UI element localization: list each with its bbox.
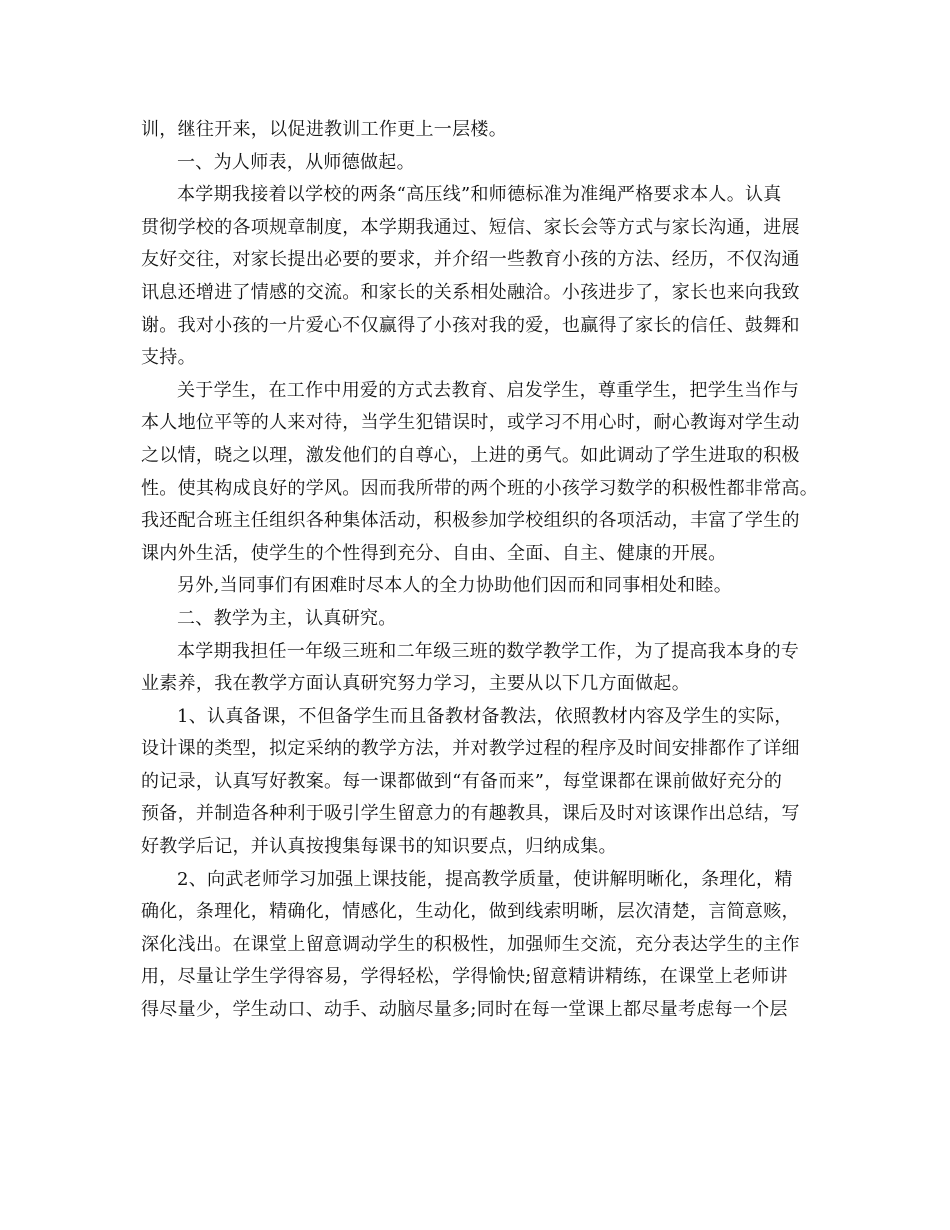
text-line: 预备，并制造各种利于吸引学生留意力的有趣教具，课后及时对该课作出总结，写 — [141, 803, 800, 825]
text-line: 2、向武老师学习加强上课技能，提高教学质量，使讲解明晰化，条理化，精 — [177, 868, 793, 890]
text-line: 谢。我对小孩的一片爱心不仅赢得了小孩对我的爱，也赢得了家长的信任、鼓舞和 — [141, 314, 800, 336]
text-line: 本学期我接着以学校的两条“高压线”和师德标准为准绳严格要求本人。认真 — [177, 184, 782, 206]
text-line: 支持。 — [141, 347, 196, 369]
text-line: 讯息还增进了情感的交流。和家长的关系相处融洽。小孩进步了，家长也来向我致 — [141, 281, 800, 303]
text-line: 训，继往开来，以促进教训工作更上一层楼。 — [141, 119, 507, 140]
text-line: 深化浅出。在课堂上留意调动学生的积极性，加强师生交流，充分表达学生的主作 — [141, 933, 800, 955]
text-line: 1、认真备课，不但备学生而且备教材备教法，依照教材内容及学生的实际， — [177, 705, 793, 727]
text-line: 得尽量少，学生动口、动手、动脑尽量多;同时在每一堂课上都尽量考虑每一个层 — [141, 999, 788, 1021]
text-line: 用，尽量让学生学得容易，学得轻松，学得愉快;留意精讲精练，在课堂上老师讲 — [141, 966, 788, 988]
text-line: 的记录，认真写好教案。每一课都做到“有备而来”，每堂课都在课前做好充分的 — [141, 770, 783, 792]
text-line: 之以情，晓之以理，激发他们的自尊心，上进的勇气。如此调动了学生进取的积极 — [141, 444, 800, 466]
text-line: 性。使其构成良好的学风。因而我所带的两个班的小孩学习数学的积极性都非常高。 — [141, 477, 819, 499]
text-line: 一、为人师表，从师德做起。 — [177, 151, 415, 173]
text-line: 本人地位平等的人来对待，当学生犯错误时，或学习不用心时，耐心教诲对学生动 — [141, 412, 800, 434]
text-line: 业素养，我在教学方面认真研究努力学习，主要从以下几方面做起。 — [141, 673, 690, 695]
text-line: 本学期我担任一年级三班和二年级三班的数学教学工作，为了提高我本身的专 — [177, 640, 800, 662]
text-line: 确化，条理化，精确化，情感化，生动化，做到线索明晰，层次清楚，言简意赅， — [141, 901, 800, 923]
text-line: 二、教学为主，认真研究。 — [177, 607, 397, 629]
text-line: 好教学后记，并认真按搜集每课书的知识要点，归纳成集。 — [141, 836, 617, 858]
text-line: 贯彻学校的各项规章制度，本学期我通过、短信、家长会等方式与家长沟通，进展 — [141, 216, 800, 238]
document-body — [141, 114, 819, 1027]
text-line: 关于学生，在工作中用爱的方式去教育、启发学生，尊重学生，把学生当作与 — [177, 379, 800, 401]
text-line: 友好交往，对家长提出必要的要求，并介绍一些教育小孩的方法、经历，不仅沟通 — [141, 249, 800, 271]
text-line: 我还配合班主任组织各种集体活动，积极参加学校组织的各项活动，丰富了学生的 — [141, 510, 800, 532]
text-line: 另外,当同事们有困难时尽本人的全力协助他们因而和同事相处和睦。 — [177, 575, 733, 597]
text-line: 课内外生活，使学生的个性得到充分、自由、全面、自主、健康的开展。 — [141, 542, 727, 564]
text-line: 设计课的类型，拟定采纳的教学方法，并对教学过程的程序及时间安排都作了详细 — [141, 738, 800, 760]
